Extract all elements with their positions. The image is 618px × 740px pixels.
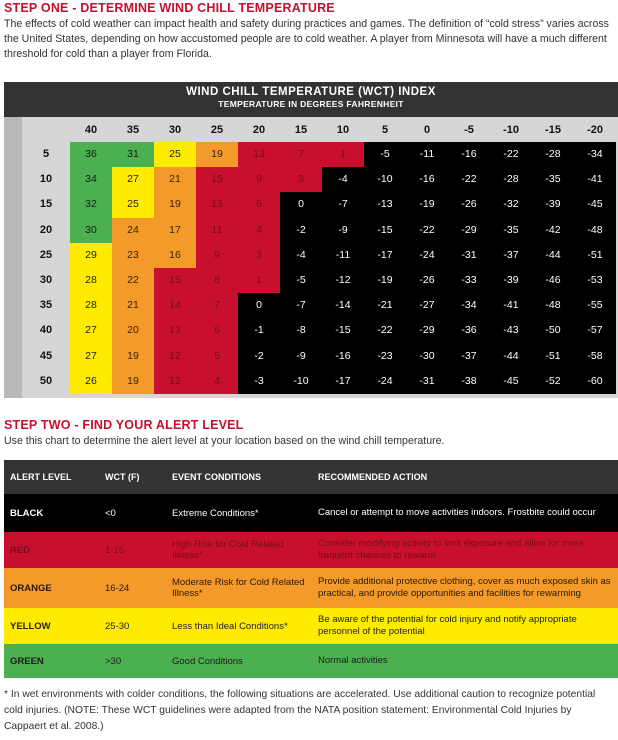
wind-speed-value: 30 xyxy=(39,273,53,286)
wind-chill-cell: -41 xyxy=(490,293,532,318)
alert-wct: <0 xyxy=(105,507,116,519)
wind-chill-cell: -41 xyxy=(574,167,616,192)
wind-chill-row xyxy=(70,268,616,293)
alert-wct: >30 xyxy=(105,655,122,667)
wind-chill-cell: 36 xyxy=(70,142,112,167)
alert-level: BLACK xyxy=(10,507,44,519)
wind-chill-cell: -27 xyxy=(406,293,448,318)
wind-chill-cell: -29 xyxy=(406,318,448,343)
wind-chill-cell: -16 xyxy=(322,344,364,369)
wind-chill-cell: -15 xyxy=(364,218,406,243)
alert-row-orange xyxy=(4,568,618,608)
wind-chill-cell: -35 xyxy=(532,167,574,192)
wind-chill-cell: -13 xyxy=(364,192,406,217)
temperature-header: 10 xyxy=(336,124,350,136)
wind-chill-cell: -22 xyxy=(448,167,490,192)
wind-chill-cell: -38 xyxy=(448,369,490,394)
wind-chill-cell: -19 xyxy=(364,268,406,293)
wind-chill-cell: -34 xyxy=(448,293,490,318)
wind-chill-cell: -16 xyxy=(406,167,448,192)
alert-level: ORANGE xyxy=(10,582,52,594)
wind-chill-cell: 9 xyxy=(196,243,238,268)
wind-speed-strip xyxy=(4,117,22,398)
alert-wct: 16-24 xyxy=(105,582,130,594)
header-alert-level: ALERT LEVEL xyxy=(10,472,72,482)
wind-chill-cell: -16 xyxy=(448,142,490,167)
wind-chill-cell: 23 xyxy=(112,243,154,268)
alert-row-yellow xyxy=(4,608,618,644)
wind-chill-cell: 26 xyxy=(70,369,112,394)
wind-chill-cell: 15 xyxy=(154,268,196,293)
alert-action: Be aware of the potential for cold injury and notify appropriate personnel of the potential xyxy=(318,614,577,637)
wind-speed-value: 15 xyxy=(39,198,53,211)
wind-speed-value: 25 xyxy=(39,248,53,261)
wind-chill-cell: -1 xyxy=(238,318,280,343)
wind-chill-cell: -43 xyxy=(490,318,532,343)
wind-chill-cell: -5 xyxy=(364,142,406,167)
wind-chill-cell: -29 xyxy=(448,218,490,243)
temperature-header: 35 xyxy=(126,124,140,136)
wind-chill-cell: 30 xyxy=(70,218,112,243)
wind-chill-cell: 0 xyxy=(280,192,322,217)
temperature-header: -20 xyxy=(587,124,603,136)
alert-action: Normal activities xyxy=(318,655,388,666)
wind-chill-cell: 24 xyxy=(112,218,154,243)
temperature-header: 25 xyxy=(210,124,224,136)
alert-table-header xyxy=(4,460,618,494)
wind-chill-cell: -55 xyxy=(574,293,616,318)
alert-level: YELLOW xyxy=(10,620,51,632)
wind-chill-cell: 8 xyxy=(196,268,238,293)
alert-action: Cancel or attempt to move activities indoors. Frostbite could occur xyxy=(318,507,596,518)
wind-chill-cell: 22 xyxy=(112,268,154,293)
step-two-intro: Use this chart to determine the alert level at your location based on the wind chill temperature. xyxy=(4,435,445,447)
wind-chill-cell: 14 xyxy=(154,293,196,318)
wind-chill-cell: -45 xyxy=(574,192,616,217)
wind-chill-cell: -26 xyxy=(406,268,448,293)
alert-conditions: Moderate Risk for Cold Related Illness* xyxy=(172,577,305,599)
wind-chill-cell: 4 xyxy=(196,369,238,394)
wind-chill-cell: -23 xyxy=(364,344,406,369)
wind-chill-cell: 1 xyxy=(322,142,364,167)
wind-chill-cell: -24 xyxy=(364,369,406,394)
wind-chill-cell: -26 xyxy=(448,192,490,217)
wind-chill-cell: 6 xyxy=(196,318,238,343)
wind-chill-cell: 29 xyxy=(70,243,112,268)
wind-chill-cell: 19 xyxy=(112,344,154,369)
wind-chill-cell: 11 xyxy=(196,218,238,243)
wind-chill-cell: -50 xyxy=(532,318,574,343)
wind-chill-cell: 7 xyxy=(280,142,322,167)
wind-chill-cell: -22 xyxy=(406,218,448,243)
footnote: * In wet environments with colder conditions, the following situations are accelerated. Use additional caution to recognize potential cold injuries. (NOTE: These WCT guidelines were adapted from the NATA position statement: Environmental Cold Injuries by Cappaert et al. 2008.) xyxy=(4,689,596,732)
wind-chill-cell: 4 xyxy=(238,218,280,243)
wind-chill-cell: 25 xyxy=(112,192,154,217)
wind-chill-cell: 3 xyxy=(280,167,322,192)
alert-action: Consider modifying activity to limit exposure and allow for more frequent chances to rewarm xyxy=(318,538,584,561)
temperature-header: 30 xyxy=(168,124,182,136)
wind-chill-cell: -2 xyxy=(280,218,322,243)
wind-chill-cell: 31 xyxy=(112,142,154,167)
wind-chill-cell: -11 xyxy=(322,243,364,268)
step-two-heading: STEP TWO - FIND YOUR ALERT LEVEL xyxy=(4,418,244,432)
wind-chill-cell: -39 xyxy=(532,192,574,217)
wind-speed-value: 10 xyxy=(39,173,53,186)
wind-chill-cell: -34 xyxy=(574,142,616,167)
temperature-header: 0 xyxy=(423,124,431,136)
wind-chill-cell: -51 xyxy=(532,344,574,369)
wind-chill-row xyxy=(70,243,616,268)
wind-chill-cell: 6 xyxy=(238,192,280,217)
wind-chill-cell: 25 xyxy=(154,142,196,167)
alert-level: RED xyxy=(10,544,31,556)
wind-chill-cell: -37 xyxy=(448,344,490,369)
wind-chill-cell: -28 xyxy=(490,167,532,192)
wind-speed-column xyxy=(26,142,66,394)
wind-chill-cell: 1 xyxy=(238,268,280,293)
wind-chill-row xyxy=(70,293,616,318)
wind-chill-cell: 13 xyxy=(196,192,238,217)
wind-chill-cell: -44 xyxy=(532,243,574,268)
wind-chill-cell: -31 xyxy=(448,243,490,268)
alert-conditions: Extreme Conditions* xyxy=(172,507,259,519)
temperature-header: 20 xyxy=(252,124,266,136)
wind-chill-cell: -58 xyxy=(574,344,616,369)
wind-chill-cell: -57 xyxy=(574,318,616,343)
wind-chill-row xyxy=(70,192,616,217)
wind-chill-cell: -30 xyxy=(406,344,448,369)
wind-chill-row xyxy=(70,218,616,243)
wind-chill-cell: 3 xyxy=(238,243,280,268)
wind-chill-cell: 28 xyxy=(70,293,112,318)
wind-chill-cell: 28 xyxy=(70,268,112,293)
alert-conditions: Good Conditions xyxy=(172,655,243,667)
wind-speed-value: 45 xyxy=(39,349,53,362)
wind-speed-value: 35 xyxy=(39,299,53,312)
wind-chill-cell: -46 xyxy=(532,268,574,293)
wind-chill-table-header xyxy=(4,82,618,117)
alert-wct: 1-15 xyxy=(105,544,125,556)
alert-row-black xyxy=(4,494,618,532)
wind-chill-cell: -35 xyxy=(490,218,532,243)
wind-chill-cell: -22 xyxy=(490,142,532,167)
wind-chill-cell: -9 xyxy=(322,218,364,243)
alert-action: Provide additional protective clothing, cover as much exposed skin as practical, and provide opportunities and facilities for rewarming xyxy=(318,576,611,599)
wind-chill-cell: 19 xyxy=(196,142,238,167)
wind-chill-row xyxy=(70,369,616,394)
wind-chill-cell: 32 xyxy=(70,192,112,217)
wind-chill-cell: -24 xyxy=(406,243,448,268)
alert-row-red xyxy=(4,532,618,568)
wind-chill-cell: 9 xyxy=(238,167,280,192)
alert-level-table xyxy=(4,460,618,678)
wind-chill-row xyxy=(70,142,616,167)
wind-chill-cell: -17 xyxy=(322,369,364,394)
wind-chill-row xyxy=(70,344,616,369)
alert-conditions: Less than Ideal Conditions* xyxy=(172,620,288,632)
wind-chill-cell: -33 xyxy=(448,268,490,293)
wind-chill-cell: -48 xyxy=(574,218,616,243)
wind-chill-cell: 27 xyxy=(70,318,112,343)
header-wct: WCT (F) xyxy=(105,472,140,482)
temperature-header: -5 xyxy=(464,124,474,136)
wind-chill-cell: -9 xyxy=(280,344,322,369)
wind-chill-cell: 13 xyxy=(238,142,280,167)
wind-chill-cell: 16 xyxy=(154,243,196,268)
alert-level: GREEN xyxy=(10,655,44,667)
wind-chill-cell: -10 xyxy=(280,369,322,394)
temperature-header-row xyxy=(70,124,616,140)
wind-chill-cell: -5 xyxy=(280,268,322,293)
wind-chill-cell: 34 xyxy=(70,167,112,192)
wind-chill-cell: -37 xyxy=(490,243,532,268)
wind-chill-cell: 21 xyxy=(154,167,196,192)
wind-chill-cell: -3 xyxy=(238,369,280,394)
wind-chill-cell: -60 xyxy=(574,369,616,394)
wind-chill-cell: -48 xyxy=(532,293,574,318)
wind-chill-row xyxy=(70,167,616,192)
wind-chill-cell: -44 xyxy=(490,344,532,369)
wind-chill-cell: -28 xyxy=(532,142,574,167)
wind-chill-cell: -19 xyxy=(406,192,448,217)
wind-chill-cell: -8 xyxy=(280,318,322,343)
wind-chill-grid xyxy=(70,142,616,394)
wind-chill-cell: -51 xyxy=(574,243,616,268)
wind-chill-cell: -42 xyxy=(532,218,574,243)
wind-chill-cell: -31 xyxy=(406,369,448,394)
wind-chill-cell: 12 xyxy=(154,344,196,369)
wind-chill-cell: -4 xyxy=(280,243,322,268)
header-event-conditions: EVENT CONDITIONS xyxy=(172,472,262,482)
wind-chill-cell: -7 xyxy=(280,293,322,318)
wind-chill-cell: 12 xyxy=(154,369,196,394)
temperature-header: 15 xyxy=(294,124,308,136)
wind-chill-cell: -10 xyxy=(364,167,406,192)
wind-chill-table-subtitle: TEMPERATURE IN DEGREES FAHRENHEIT xyxy=(218,99,404,109)
wind-chill-cell: -52 xyxy=(532,369,574,394)
wind-chill-cell: -11 xyxy=(406,142,448,167)
wind-chill-cell: -17 xyxy=(364,243,406,268)
wind-chill-cell: 5 xyxy=(196,344,238,369)
wind-chill-cell: -4 xyxy=(322,167,364,192)
wind-chill-cell: 27 xyxy=(112,167,154,192)
wind-chill-table xyxy=(4,82,618,398)
temperature-header: 40 xyxy=(84,124,98,136)
wind-chill-cell: -14 xyxy=(322,293,364,318)
step-one-intro: The effects of cold weather can impact health and safety during practices and games. The definition of “cold stress” varies across the United States, depending on how accustomed people are to cold weather. A player from Minnesota will have a much different threshold for cold than a player from Florida. xyxy=(4,18,609,60)
wind-chill-cell: 0 xyxy=(238,293,280,318)
wind-chill-cell: 17 xyxy=(154,218,196,243)
alert-wct: 25-30 xyxy=(105,620,130,632)
wind-chill-cell: 20 xyxy=(112,318,154,343)
wind-chill-cell: -15 xyxy=(322,318,364,343)
wind-chill-cell: -2 xyxy=(238,344,280,369)
wind-chill-table-title: WIND CHILL TEMPERATURE (WCT) INDEX xyxy=(186,86,436,98)
alert-conditions: High Risk for Cold Related Illness* xyxy=(172,539,284,561)
wind-chill-cell: -53 xyxy=(574,268,616,293)
wind-chill-cell: -32 xyxy=(490,192,532,217)
wind-chill-cell: -12 xyxy=(322,268,364,293)
wind-chill-cell: -7 xyxy=(322,192,364,217)
temperature-header: 5 xyxy=(381,124,389,136)
step-one-heading: STEP ONE - DETERMINE WIND CHILL TEMPERATURE xyxy=(4,1,335,15)
temperature-header: -10 xyxy=(503,124,519,136)
wind-chill-cell: -22 xyxy=(364,318,406,343)
wind-chill-cell: -21 xyxy=(364,293,406,318)
wind-speed-value: 20 xyxy=(39,223,53,236)
header-recommended-action: RECOMMENDED ACTION xyxy=(318,472,428,482)
wind-chill-cell: 7 xyxy=(196,293,238,318)
wind-speed-value: 40 xyxy=(39,324,53,337)
temperature-header: -15 xyxy=(545,124,561,136)
wind-chill-cell: -39 xyxy=(490,268,532,293)
wind-chill-cell: -36 xyxy=(448,318,490,343)
wind-chill-cell: 19 xyxy=(112,369,154,394)
wind-chill-cell: 13 xyxy=(154,318,196,343)
wind-chill-row xyxy=(70,318,616,343)
wind-chill-cell: -45 xyxy=(490,369,532,394)
wind-chill-cell: 21 xyxy=(112,293,154,318)
alert-row-green xyxy=(4,644,618,678)
wind-chill-cell: 27 xyxy=(70,344,112,369)
wind-chill-cell: 19 xyxy=(154,192,196,217)
wind-speed-value: 50 xyxy=(39,374,53,387)
wind-chill-cell: 15 xyxy=(196,167,238,192)
wind-speed-value: 5 xyxy=(42,148,50,160)
